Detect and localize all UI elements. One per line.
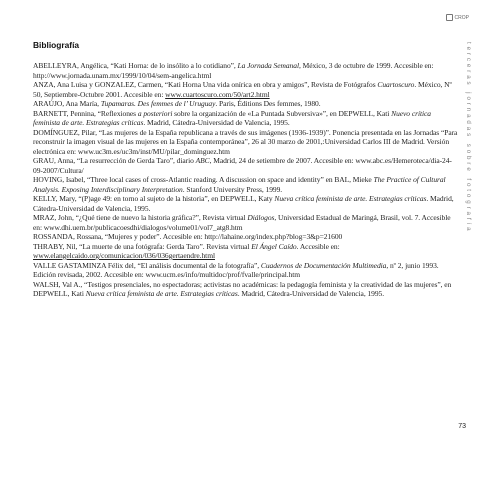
entry-text: WALSH, Val A., “Testigos presenciales, no espectadoras; activistas no académicas: la pedagogía feminista y la creatividad de las mujeres”, en DEPWELL, Kati xyxy=(33,279,452,298)
bibliography-entry xyxy=(33,128,459,157)
bibliography-heading: Bibliografía xyxy=(33,40,80,50)
entry-text: , Madrid, 24 de setiembre de 2007. Accesible en: www.abc.es/Hemeroteca/dia-24-09-2007/Cultura/ xyxy=(33,156,452,175)
bibliography-entry xyxy=(33,194,459,213)
entry-text: , Universidad Estadual de Maringá, Brasil, vol. 7. Accesible en: www.dhi.uem.br/publicacoesdhi/dialogos/volume01/vol7_atg8.htm xyxy=(33,213,451,232)
entry-text: ABELLEYRA, Angélica, “Kati Horna: de lo insólito a lo cotidiano”, xyxy=(33,61,238,70)
bibliography-entry xyxy=(33,156,459,175)
bibliography-entry xyxy=(33,242,459,261)
entry-text: . Madrid, Cátedra-Universidad de Valencia, 1995. xyxy=(33,194,454,213)
entry-title-italic: a posteriori xyxy=(137,108,173,118)
entry-text: . Stanford University Press, 1999. xyxy=(182,184,283,194)
entry-text: BARNETT, Pennina, “Reflexiones xyxy=(33,108,138,118)
bibliography-section xyxy=(33,40,459,299)
crop-mark xyxy=(446,14,469,21)
entry-title-italic: Nueva crítica feminista de arte. Estrategias críticas xyxy=(274,194,427,203)
entry-title-italic: Cuartoscuro xyxy=(377,80,415,89)
entry-text: . Paris, Éditions Des femmes, 1980. xyxy=(215,99,321,108)
entry-title-italic: La Jornada Semanal xyxy=(237,61,299,70)
entry-text: ARAÚJO, Ana María, xyxy=(33,99,101,108)
bibliography-list xyxy=(33,61,459,299)
entry-text: KELLY, Mary, “(P)age 49: en torno al sujeto de la historia”, en DEPWELL, Katy xyxy=(33,194,275,203)
bibliography-entry xyxy=(33,280,459,299)
entry-text: GRAU, Anna, “La resurrección de Gerda Taro”, diario xyxy=(33,156,196,165)
entry-title-italic: Cuadernos de Documentación Multimedia xyxy=(260,260,387,270)
entry-link[interactable]: www.cuartoscuro.com/50/art2.html xyxy=(165,89,270,99)
entry-text: ANZA, Ana Luisa y GONZALEZ, Carmen, “Kati Horna Una vida onírica en obra y amigos”, Revista de Fotógrafos xyxy=(33,80,378,89)
entry-text: ROSSANDA, Rossana, “Mujeres y poder”. Accesible en: http://lahaine.org/index.php?blog=3&p=21600 xyxy=(33,232,343,241)
bibliography-entry xyxy=(33,213,459,232)
bibliography-entry xyxy=(33,175,459,194)
bibliography-entry xyxy=(33,61,459,80)
bibliography-entry xyxy=(33,261,459,280)
entry-text: . Madrid, Cátedra-Universidad de Valencia, 1995. xyxy=(143,118,290,127)
entry-text: . Accesible en: xyxy=(296,241,340,251)
entry-text: DOMÍNGUEZ, Pilar, “Las mujeres de la España republicana a través de sus imágenes (1936-1939)”. Ponencia presentada en las Jornadas “Para reconstruir la imagen visual de las mujeres en la España contemporánea”, 26 al 30 marzo de 2001,:Universidad Carlos III de Madrid. Versión electrónica en: www.uc3m.es/uc3m/inst/MU/pilar_dominguez.htm xyxy=(33,127,458,156)
entry-title-italic: The Practice of Cultural Analysis. Exposing Interdisciplinary Interpretation xyxy=(33,175,446,194)
entry-text: VALLE GASTAMINZA Félix del, “El análisis documental de la fotografía”, xyxy=(33,260,261,270)
crop-label: CROP xyxy=(454,14,469,21)
bibliography-entry xyxy=(33,80,459,99)
entry-text: sobre la organización de «La Puntada Subversiva»”, en DEPWELL, Kati xyxy=(172,108,392,118)
entry-text: HOVING, Isabel, “Three local cases of cross-Atlantic reading. A discussion on space and identity” en BAL, Mieke xyxy=(33,175,374,184)
entry-text: . México, Nº 50, Septiembre-Octubre 2001. Accesible en: xyxy=(33,80,452,99)
crop-icon xyxy=(446,14,453,21)
bibliography-entry xyxy=(33,109,459,128)
entry-title-italic: El Ángel Caído xyxy=(251,241,297,251)
entry-text: MRAZ, John, “¿Qué tiene de nuevo la historia gráfica?”, Revista virtual xyxy=(33,213,248,222)
page-number: 73 xyxy=(458,423,466,430)
bibliography-entry xyxy=(33,99,459,109)
entry-text: , México, 3 de octubre de 1999. Accesible en: http://www.jornada.unam.mx/1999/10/04/sem-angelica.html xyxy=(33,61,434,80)
entry-text: , nº 2, junio 1993. Edición revisada, 2002. Accesible en: www.ucm.es/info/multidoc/prof/fvalle/principal.htm xyxy=(33,260,439,279)
entry-title-italic: Nuevo crítica feminista de arte. Estrategias críticas xyxy=(33,108,431,127)
running-side-title: terceras jornadas sobre fotografía xyxy=(465,42,472,234)
entry-title-italic: Tupamaras. Des femmes de l’ Uruguay xyxy=(100,99,216,108)
bibliography-entry xyxy=(33,232,459,242)
entry-text: THRABY, Nil, “La muerte de una fotógrafa: Gerda Taro”. Revista virtual xyxy=(33,241,252,251)
entry-title-italic: Nueva crítica feminista de arte. Estrategias críticas xyxy=(85,289,238,298)
entry-title-italic: Diálogos xyxy=(247,213,275,222)
entry-title-italic: ABC xyxy=(195,156,210,165)
entry-text: . Madrid, Cátedra-Universidad de Valencia, 1995. xyxy=(237,289,385,298)
entry-link[interactable]: www.elangelcaido.org/comunicacion/036/036gertaendre.html xyxy=(33,251,215,260)
